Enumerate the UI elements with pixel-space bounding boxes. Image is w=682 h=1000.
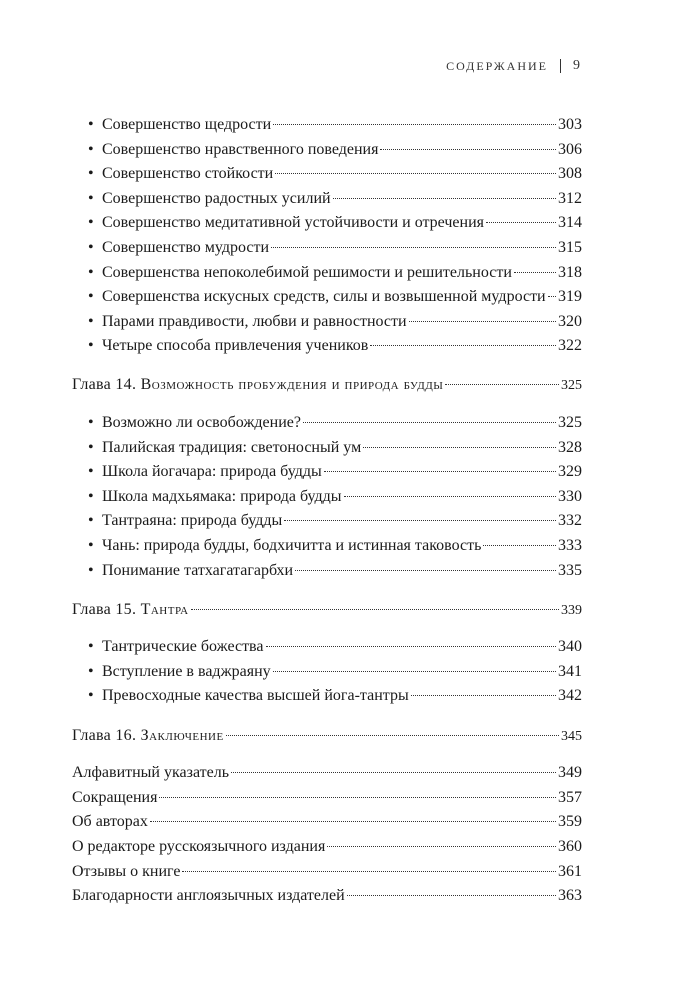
entry-page: 303 [558,116,582,133]
entry-page: 342 [558,687,582,705]
entry-title: Палийская традиция: светоносный ум [102,438,362,456]
entry-page: 306 [558,140,582,158]
bullet-icon: • [88,165,94,183]
chapter-gap [72,398,582,411]
dot-leader [327,846,556,847]
entry-title: Школа мадхьямака: природа будды [102,487,342,505]
entry-title: Тантраяна: природа будды [102,512,283,530]
bullet-icon: • [88,288,94,306]
entry-page: 341 [558,662,582,680]
backmatter-entry[interactable] [72,761,582,786]
dot-leader [191,609,559,610]
toc-entry[interactable] [72,162,582,187]
dot-leader [411,695,556,696]
chapter-heading[interactable] [72,373,582,398]
entry-page: 319 [558,288,582,306]
backmatter-gap [72,748,582,761]
bullet-icon: • [88,662,94,680]
backmatter-entry[interactable] [72,810,582,835]
bullet-icon: • [88,561,94,579]
dot-leader [159,797,556,798]
toc-entry[interactable] [72,460,582,485]
toc-entry[interactable] [72,684,582,709]
dot-leader [266,646,557,647]
bullet-icon: • [88,189,94,207]
chapter-title [72,724,224,749]
bullet-icon: • [88,512,94,530]
bullet-icon: • [88,238,94,256]
page-number: 9 [573,58,580,73]
bullet-icon: • [88,337,94,355]
bullet-icon: • [88,312,94,330]
entry-title: Возможно ли освобождение? [102,414,301,432]
dot-leader [273,124,556,125]
toc-entry[interactable] [72,411,582,436]
bullet-icon: • [88,487,94,505]
entry-title: Совершенства искусных средств, силы и возвышенной мудрости [102,288,546,306]
chapter-page: 325 [561,378,582,394]
entry-title: Превосходные качества высшей йога-тантры [102,687,409,705]
dot-leader [483,545,556,546]
chapter-page: 345 [561,728,582,744]
toc-entry[interactable] [72,534,582,559]
dot-leader [324,471,556,472]
bullet-icon: • [88,140,94,158]
entry-title: Тантрические божества [102,638,264,656]
entry-page: 308 [558,165,582,183]
entry-page: 312 [558,189,582,207]
section-gap [72,709,582,724]
backmatter-entry[interactable] [72,835,582,860]
dot-leader [231,772,556,773]
entry-title: Понимание татхагатагарбхи [102,561,294,579]
dot-leader [333,198,556,199]
toc-entry[interactable] [72,138,582,163]
toc-entry[interactable] [72,559,582,584]
entry-title: Школа йогачара: природа будды [102,463,322,481]
header-divider [560,59,561,73]
entry-page: 363 [558,887,582,905]
entry-page: 360 [558,837,582,855]
dot-leader [347,895,556,896]
entry-title: Об авторах [72,813,148,831]
dot-leader [363,447,556,448]
dot-leader [271,247,556,248]
toc-entry[interactable] [72,509,582,534]
dot-leader [273,671,556,672]
chapter-number: Глава 15. [72,600,137,618]
dot-leader [344,496,556,497]
chapter-title [72,598,189,623]
toc-entry[interactable] [72,211,582,236]
entry-page: 335 [558,561,582,579]
dot-leader [370,345,556,346]
dot-leader [275,173,556,174]
section-gap [72,359,582,374]
entry-title: Совершенство медитативной устойчивости и отречения [102,214,485,232]
entry-page: 329 [558,463,582,481]
backmatter-entry[interactable] [72,884,582,909]
chapter-name: Тантра [140,600,189,618]
dot-leader [284,520,556,521]
dot-leader [295,570,556,571]
entry-title: Совершенство стойкости [102,165,274,183]
dot-leader [514,272,556,273]
backmatter-entry[interactable] [72,860,582,885]
chapter-page: 339 [561,602,582,618]
toc-entry[interactable] [72,236,582,261]
chapter-number: Глава 16. [72,726,137,744]
bullet-icon: • [88,214,94,232]
bullet-icon: • [88,687,94,705]
entry-page: 332 [558,512,582,530]
bullet-icon: • [88,414,94,432]
bullet-icon: • [88,438,94,456]
toc-entry[interactable] [72,310,582,335]
chapter-heading[interactable] [72,598,582,623]
toc-entry[interactable] [72,436,582,461]
entry-title: Парами правдивости, любви и равностности [102,312,407,330]
bullet-icon: • [88,537,94,554]
section-gap [72,583,582,598]
entry-page: 318 [558,263,582,281]
table-of-contents [72,113,582,909]
dot-leader [409,321,556,322]
entry-title: Вступление в ваджраяну [102,662,271,680]
entry-page: 349 [558,764,582,782]
entry-title: Чань: природа будды, бодхичитта и истинная таковость [102,537,482,554]
entry-page: 328 [558,438,582,456]
bullet-icon: • [88,263,94,281]
toc-entry[interactable] [72,113,582,138]
toc-entry[interactable] [72,635,582,660]
dot-leader [380,149,556,150]
entry-page: 322 [558,337,582,355]
entry-page: 325 [558,414,582,432]
bullet-icon: • [88,116,94,133]
chapter-name: Заключение [140,726,224,744]
dot-leader [445,384,559,385]
toc-entry[interactable] [72,285,582,310]
toc-entry[interactable] [72,660,582,685]
toc-entry[interactable] [72,187,582,212]
entry-page: 359 [558,813,582,831]
entry-title: Алфавитный указатель [72,764,230,782]
chapter-gap [72,622,582,635]
entry-page: 320 [558,312,582,330]
section-title: СОДЕРЖАНИЕ [446,58,548,73]
chapter-heading[interactable] [72,724,582,749]
dot-leader [226,735,559,736]
toc-entry[interactable] [72,334,582,359]
entry-page: 314 [558,214,582,232]
entry-title: Совершенство радостных усилий [102,189,331,207]
dot-leader [486,222,556,223]
entry-title: Сокращения [72,788,158,806]
entry-title: Совершенства непоколебимой решимости и решительности [102,263,512,281]
entry-title: Благодарности англоязычных издателей [72,887,345,905]
backmatter-entry[interactable] [72,786,582,811]
dot-leader [150,821,556,822]
bullet-icon: • [88,463,94,481]
running-header [446,58,580,74]
chapter-title [72,373,443,398]
entry-page: 315 [558,238,582,256]
dot-leader [182,871,556,872]
entry-title: Совершенство мудрости [102,238,270,256]
toc-entry[interactable] [72,485,582,510]
entry-page: 357 [558,788,582,806]
chapter-name: Возможность пробуждения и природа будды [140,376,444,394]
dot-leader [548,296,556,297]
bullet-icon: • [88,638,94,656]
entry-page: 333 [558,537,582,554]
dot-leader [303,422,556,423]
entry-title: Совершенство щедрости [102,116,272,133]
entry-title: О редакторе русскоязычного издания [72,837,326,855]
entry-title: Отзывы о книге [72,862,181,880]
chapter-number: Глава 14. [72,376,137,394]
entry-title: Четыре способа привлечения учеников [102,337,369,355]
entry-page: 361 [558,862,582,880]
entry-page: 330 [558,487,582,505]
entry-page: 340 [558,638,582,656]
toc-entry[interactable] [72,261,582,286]
entry-title: Совершенство нравственного поведения [102,140,379,158]
